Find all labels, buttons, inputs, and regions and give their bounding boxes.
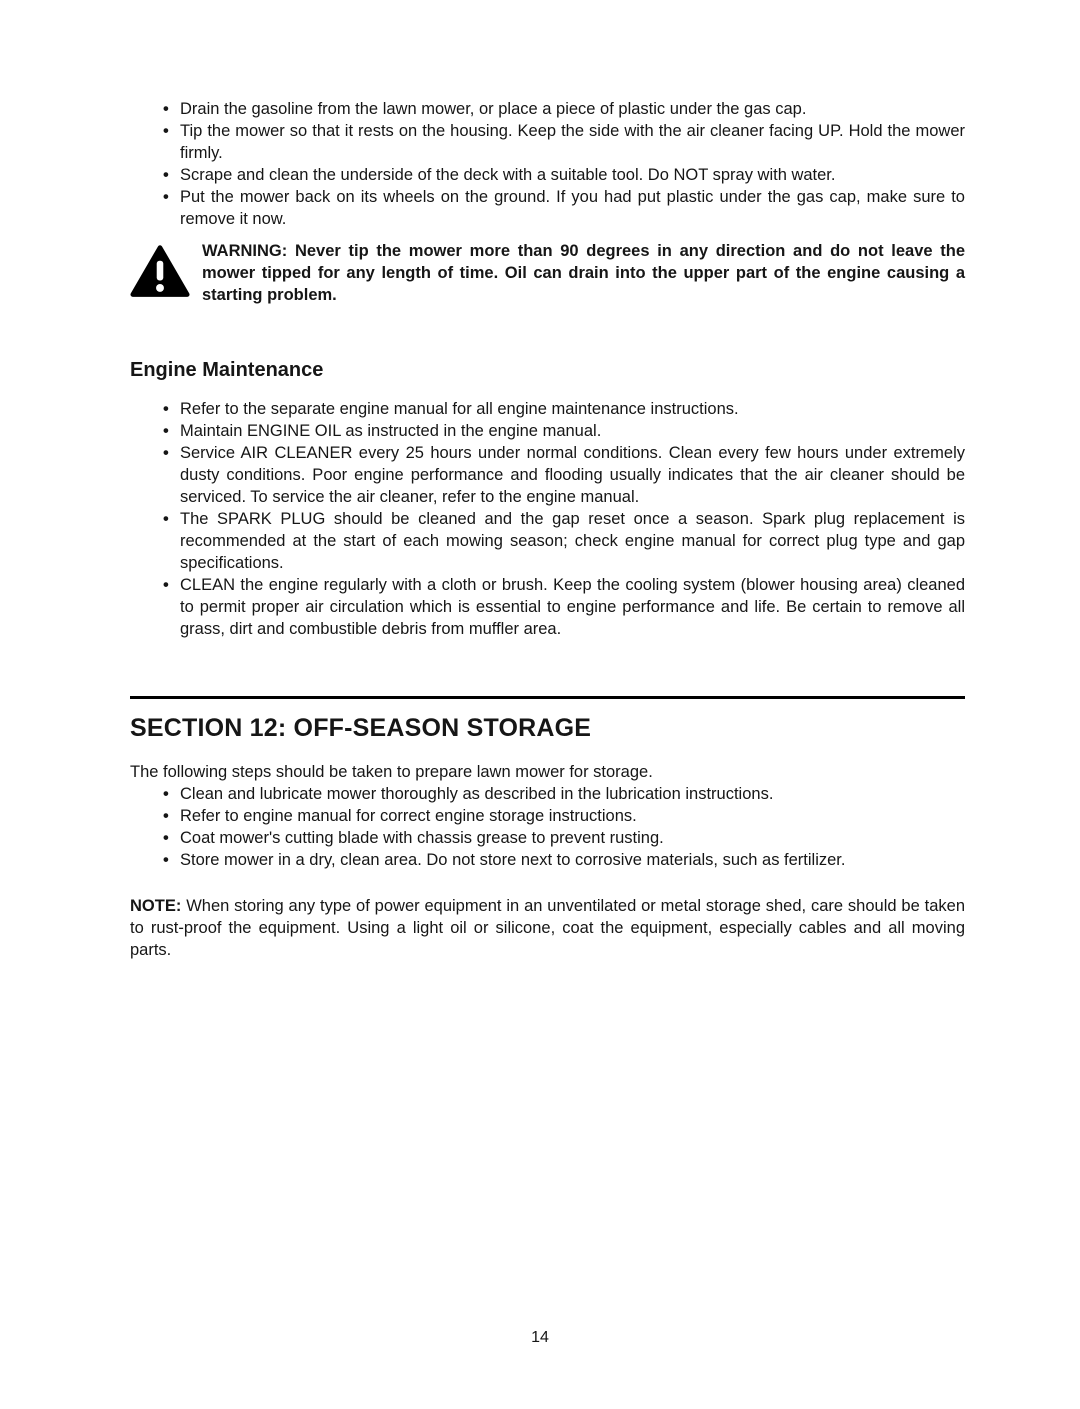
list-item: • Refer to engine manual for correct engine storage instructions.	[180, 805, 965, 827]
list-item: • Service AIR CLEANER every 25 hours under normal conditions. Clean every few hours under extremely dusty conditions. Poor engine performance and flooding usually indicates that the air cleaner should be serviced. To service the air cleaner, refer to the engine manual.	[180, 442, 965, 508]
storage-bullet-list	[130, 783, 965, 871]
list-item: • Tip the mower so that it rests on the housing. Keep the side with the air cleaner facing UP. Hold the mower firmly.	[180, 120, 965, 164]
section-12-heading: SECTION 12: OFF-SEASON STORAGE	[130, 714, 592, 742]
note-label: NOTE:	[130, 897, 182, 915]
warning-triangle-icon	[130, 240, 202, 305]
warning-text	[202, 240, 965, 306]
warning-block	[130, 240, 965, 306]
storage-note	[130, 895, 965, 961]
warning-body: Never tip the mower more than 90 degrees in any direction and do not leave the mower tipped for any length of time. Oil can drain into the upper part of the engine causing a starting problem.	[202, 242, 965, 304]
list-item: • Scrape and clean the underside of the deck with a suitable tool. Do NOT spray with water.	[180, 164, 965, 186]
list-item: • Maintain ENGINE OIL as instructed in the engine manual.	[180, 420, 965, 442]
list-item: • CLEAN the engine regularly with a cloth or brush. Keep the cooling system (blower housing area) cleaned to permit proper air circulation which is essential to engine performance and life. Be certain to remove all grass, dirt and combustible debris from muffler area.	[180, 574, 965, 640]
list-item: • The SPARK PLUG should be cleaned and the gap reset once a season. Spark plug replacement is recommended at the start of each mowing season; check engine manual for correct plug type and gap specifications.	[180, 508, 965, 574]
engine-maintenance-heading: Engine Maintenance	[130, 359, 324, 381]
engine-maintenance-bullet-list	[130, 398, 965, 640]
warning-label: WARNING:	[202, 242, 288, 260]
maintenance-prep-bullet-list	[130, 98, 965, 230]
list-item: • Coat mower's cutting blade with chassis grease to prevent rusting.	[180, 827, 965, 849]
list-item: • Drain the gasoline from the lawn mower, or place a piece of plastic under the gas cap.	[180, 98, 965, 120]
list-item: • Clean and lubricate mower thoroughly as described in the lubrication instructions.	[180, 783, 965, 805]
section-12-intro: The following steps should be taken to prepare lawn mower for storage.	[130, 763, 653, 781]
section-divider-rule	[130, 696, 965, 699]
list-item: • Refer to the separate engine manual for all engine maintenance instructions.	[180, 398, 965, 420]
list-item: • Store mower in a dry, clean area. Do not store next to corrosive materials, such as fertilizer.	[180, 849, 965, 871]
note-body: When storing any type of power equipment in an unventilated or metal storage shed, care should be taken to rust-proof the equipment. Using a light oil or silicone, coat the equipment, especially cables and all moving parts.	[130, 897, 965, 959]
list-item: • Put the mower back on its wheels on the ground. If you had put plastic under the gas cap, make sure to remove it now.	[180, 186, 965, 230]
page-number: 14	[531, 1329, 549, 1346]
